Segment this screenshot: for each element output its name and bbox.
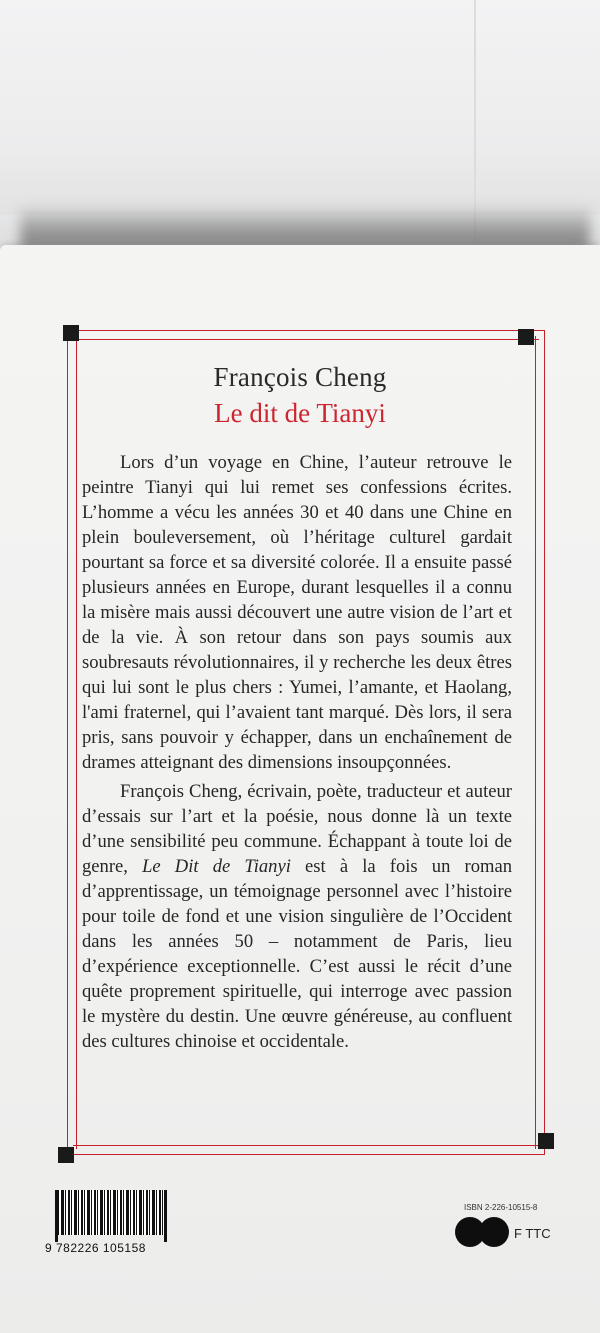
barcode bbox=[55, 1190, 167, 1235]
frame-corner-top-right bbox=[518, 329, 534, 345]
publisher-logo bbox=[454, 1216, 510, 1248]
author-name: François Cheng bbox=[213, 362, 387, 392]
barcode-guard-left bbox=[55, 1190, 58, 1242]
table-surface bbox=[0, 0, 600, 215]
price-code: F TTC bbox=[514, 1226, 551, 1241]
book-title: Le dit de Tianyi bbox=[214, 398, 386, 428]
barcode-guard-right bbox=[164, 1190, 167, 1242]
frame-corner-top-left bbox=[63, 325, 79, 341]
frame-corner-bottom-left bbox=[58, 1147, 74, 1163]
blurb-paragraph-2: François Cheng, écrivain, poète, traducteur et auteur d’essais sur l’art et la poésie, nous donne là un texte d’une sensibilité peu commune. Échappant à toute loi de genre, Le Dit de Tianyi est à la fois un roman d’apprentissage, un témoignage personnel avec l’histoire pour toile de fond et une vision singulière de l’Occident dans les années 50 – notamment de Paris, lieu d’expérience exceptionnelle. C’est aussi le récit d’une quête proprement spirituelle, qui interroge avec passion le mystère du destin. Une œuvre généreuse, au confluent des cultures chinoise et occidentale. bbox=[82, 781, 513, 1052]
barcode-digits: 9 782226 105158 bbox=[45, 1241, 146, 1255]
inline-title: Le Dit de Tianyi bbox=[142, 856, 291, 877]
book-shadow bbox=[20, 205, 590, 249]
blurb-paragraph-1: Lors d’un voyage en Chine, l’auteur retrouve le peintre Tianyi qui lui remet ses confessions écrites. L’homme a vécu les années 30 et 40 dans une Chine en plein bouleversement, où l’héritage culturel gardait pourtant sa force et sa diversité colorée. Il a ensuite passé plusieurs années en Europe, durant lesquelles il a connu la misère mais aussi découvert une autre vision de l’art et de la vie. À son retour dans son pays soumis aux soubresauts révolutionnaires, il y recherche les deux êtres qui lui sont le plus chers : Yumei, l’amante, et Haolang, l'ami fraternel, qui l’avaient tant marqué. Dès lors, il sera pris, sans pouvoir y échapper, dans un enchaînement de drames atteignant des dimensions insoupçonnées. bbox=[82, 452, 512, 773]
frame-corner-bottom-right bbox=[538, 1133, 554, 1149]
blurb bbox=[82, 450, 512, 1054]
isbn-number: ISBN 2-226-10515-8 bbox=[464, 1203, 538, 1212]
